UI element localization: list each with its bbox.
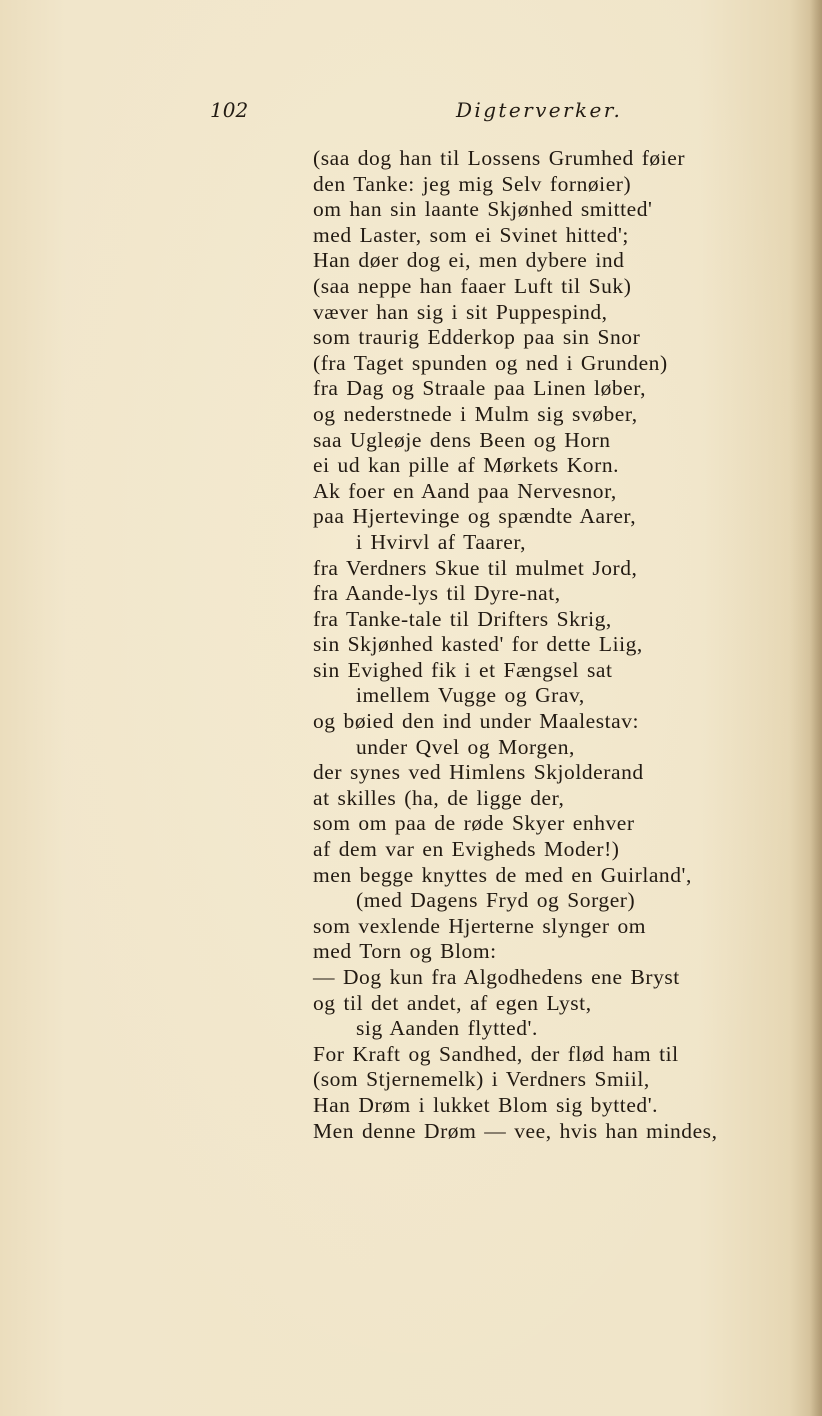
poem-line: som vexlende Hjerterne slynger om <box>313 913 647 938</box>
poem-line: med Torn og Blom: <box>313 939 497 964</box>
poem-line: og til det andet, af egen Lyst, <box>313 990 592 1015</box>
poem-line: i Hvirvl af Taarer, <box>356 529 527 554</box>
poem-line: Ak foer en Aand paa Nervesnor, <box>313 478 617 503</box>
poem-line: paa Hjertevinge og spændte Aarer, <box>313 504 637 529</box>
running-head: Digterverker. <box>456 98 623 122</box>
poem-line: Han døer dog ei, men dybere ind <box>313 248 625 273</box>
poem-line: fra Tanke-tale til Drifters Skrig, <box>313 606 612 631</box>
poem-line: imellem Vugge og Grav, <box>356 683 585 708</box>
poem-line: ei ud kan pille af Mørkets Korn. <box>313 453 620 478</box>
page-edge-shadow <box>810 0 822 1416</box>
poem-line: som traurig Edderkop paa sin Snor <box>313 325 641 350</box>
poem-text <box>313 146 793 1144</box>
poem-line: væver han sig i sit Puppespind, <box>313 299 608 324</box>
poem-line: (fra Taget spunden og ned i Grunden) <box>313 350 668 375</box>
poem-line: (som Stjernemelk) i Verdners Smiil, <box>313 1067 650 1092</box>
page-header <box>0 98 822 128</box>
poem-line: Men denne Drøm — vee, hvis han mindes, <box>313 1118 718 1143</box>
poem-line: sig Aanden flytted'. <box>356 1016 538 1041</box>
poem-line: at skilles (ha, de ligge der, <box>313 785 565 810</box>
poem-line: fra Dag og Straale paa Linen løber, <box>313 376 647 401</box>
poem-line: (saa dog han til Lossens Grumhed føier <box>313 146 686 170</box>
poem-line: For Kraft og Sandhed, der flød ham til <box>313 1041 679 1066</box>
poem-line: men begge knyttes de med en Guirland', <box>313 862 692 887</box>
poem-line: om han sin laante Skjønhed smitted' <box>313 197 653 222</box>
poem-line: (med Dagens Fryd og Sorger) <box>356 888 636 913</box>
poem-line: fra Aande-lys til Dyre-nat, <box>313 581 561 606</box>
poem-line: af dem var en Evigheds Moder!) <box>313 837 620 862</box>
poem-line: — Dog kun fra Algodhedens ene Bryst <box>313 965 680 989</box>
poem-line: med Laster, som ei Svinet hitted'; <box>313 222 629 247</box>
poem-line: som om paa de røde Skyer enhver <box>313 811 635 836</box>
poem-line: under Qvel og Morgen, <box>356 734 575 759</box>
poem-line: der synes ved Himlens Skjolderand <box>313 760 644 785</box>
poem-line: og bøied den ind under Maalestav: <box>313 709 640 734</box>
poem-line: den Tanke: jeg mig Selv fornøier) <box>313 171 632 196</box>
poem-line: sin Evighed fik i et Fængsel sat <box>313 657 613 682</box>
poem-line: Han Drøm i lukket Blom sig bytted'. <box>313 1092 659 1117</box>
page-number: 102 <box>210 98 249 122</box>
poem-line: saa Ugleøje dens Been og Horn <box>313 427 611 452</box>
poem-line: (saa neppe han faaer Luft til Suk) <box>313 273 632 298</box>
poem-line: sin Skjønhed kasted' for dette Liig, <box>313 632 643 657</box>
poem-line: og nederstnede i Mulm sig svøber, <box>313 401 638 426</box>
poem-line: fra Verdners Skue til mulmet Jord, <box>313 555 638 580</box>
